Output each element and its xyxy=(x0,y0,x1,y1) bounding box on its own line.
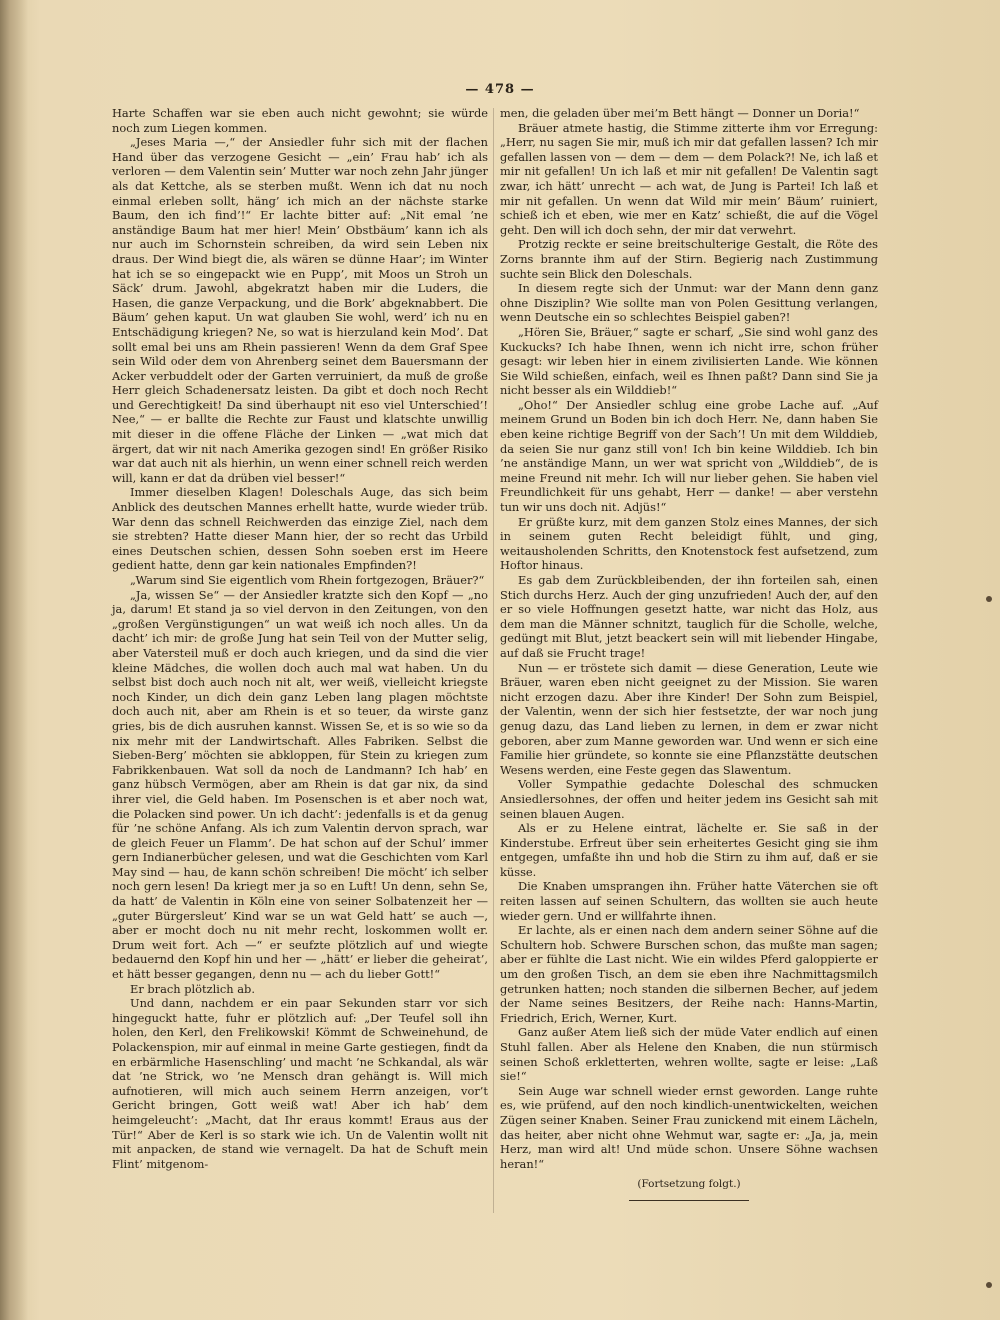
paragraph: „Hören Sie, Bräuer,“ sagte er scharf, „Sie sind wohl ganz des Kuckucks? Ich habe Ihnen, wenn ich nicht irre, schon früher gesagt: wir leben hier in einem zivilisierten Lande. Wie können Sie Wild schießen, einfach, weil es Ihnen paßt? Dann sind Sie ja nicht besser als ein Wilddieb!“ xyxy=(500,324,878,398)
end-rule xyxy=(629,1200,749,1201)
paragraph: „Jeses Maria —,“ der Ansiedler fuhr sich mit der flachen Hand über das verzogene Gesicht — „ein’ Frau hab’ ich als verloren — dem Valentin sein’ Mutter war noch zehn Jahr jünger als dat Kettche, als se sterben mußt. Wenn ich dat nu noch einmal erleben sollt, häng’ ich mich an der nächste starke Baum, den ich find’!“ Er lachte bitter auf: „Nit emal ’ne anständige Baum hat mer hier! Mein’ Obstbäum’ kann ich als nur auch im Schornstein schreiben, da wird sein Leben nix draus. Der Wind biegt die, als wären se dünne Haar’; im Winter hat ich se so eingepackt wie en Pupp’, mit Moos un Stroh un Säck’ drum. Jawohl, abgekratzt haben mir die Luders, die Hasen, die ganze Verpackung, und die Bork’ abgeknabbert. Die Bäum’ gehen kaput. Un wat glauben Sie wohl, werd’ ich nu en Entschädigung kriegen? Ne, so wat is hierzuland kein Mod’. Dat sollt emal bei uns am Rhein passieren! Wenn da dem Graf Spee sein Wild oder dem von Ahrenberg seinet dem Bauersmann der Acker verbuddelt oder der Garten verruiniert, da muß de große Herr gleich Schadenersatz leisten. Da gibt et doch noch Recht und Gerechtigkeit! Da sind überhaupt nit eso viel Unterschied’! Nee,“ — er ballte die Rechte zur Faust und klatschte unwillig mit dieser in die offene Fläche der Linken — „wat mich dat ärgert, dat wir nit nach Amerika gezogen sind! En größer Risiko war dat auch nit als hierhin, un wenn einer schnell reich werden will, kann er dat da drüben viel besser!“ xyxy=(112,135,488,485)
edge-mark xyxy=(986,1282,992,1288)
paragraph: Voller Sympathie gedachte Doleschal des schmucken Ansiedlersohnes, der offen und heiter jedem ins Gesicht sah mit seinen blauen Augen. xyxy=(500,777,878,821)
paragraph: Immer dieselben Klagen! Doleschals Auge, das sich beim Anblick des deutschen Mannes erhellt hatte, wurde wieder trüb. War denn das schnell Reichwerden das einzige Ziel, nach dem sie strebten? Hatte dieser Mann hier, der so recht das Urbild eines Deutschen schien, dessen Sohn soeben erst im Heere gedient hatte, denn gar kein nationales Empfinden?! xyxy=(112,485,488,573)
paragraph: Als er zu Helene eintrat, lächelte er. Sie saß in der Kinderstube. Erfreut über sein erheitertes Gesicht ging sie ihm entgegen, umfaßte ihn und hob die Stirn zu ihm auf, daß er sie küsse. xyxy=(500,821,878,879)
paragraph: Es gab dem Zurückbleibenden, der ihn forteilen sah, einen Stich durchs Herz. Auch der ging unzufrieden! Auch der, auf den er so viele Hoffnungen gesetzt hatte, war nicht das Holz, aus dem man die Männer schnitzt, tauglich für die Scholle, welche, gedüngt mit Blut, jetzt beackert sein will mit liebender Hingabe, auf daß sie Frucht trage! xyxy=(500,573,878,660)
paragraph: „Warum sind Sie eigentlich vom Rhein fortgezogen, Bräuer?“ xyxy=(130,573,485,587)
continued-note: (Fortsetzung folgt.) xyxy=(637,1178,741,1191)
column-divider xyxy=(493,108,494,1213)
edge-mark xyxy=(986,596,992,602)
binding-shadow xyxy=(0,0,28,1320)
page-number: — 478 — xyxy=(465,82,535,97)
paragraph: Die Knaben umsprangen ihn. Früher hatte Väterchen sie oft reiten lassen auf seinen Schultern, das wollten sie auch heute wieder gern. Und er willfahrte ihnen. xyxy=(500,879,878,923)
paragraph: Bräuer atmete hastig, die Stimme zitterte ihm vor Erregung: „Herr, nu sagen Sie mir, muß ich mir dat gefallen lassen? Ich mir gefallen lassen von — dem — dem — dem Polack?! Ne, ich laß et mir nit gefallen! Un ich laß et mir nit gefallen! De Valentin sagt zwar, ich hätt’ unrecht — ach wat, de Jung is Partei! Ich laß et mir nit gefallen. Un wenn dat Wild mir mein’ Bäum’ ruiniert, schieß ich et eben, wie mer en Katz’ schießt, die auf die Vögel geht. Den will ich doch sehn, der mir dat verwehrt. xyxy=(500,120,878,237)
right-column xyxy=(500,106,878,1201)
paragraph: men, die geladen über mei’m Bett hängt — Donner un Doria!“ xyxy=(500,106,860,120)
paragraph: „Oho!“ Der Ansiedler schlug eine grobe Lache auf. „Auf meinem Grund un Boden bin ich doch Herr. Ne, dann haben Sie eben keine richtige Begriff von der Sach’! Un mit dem Wilddieb, da seien Sie nur ganz still von! Ich bin keine Wilddieb. Ich bin ’ne anständige Mann, un wer wat spricht von „Wilddieb“, de is meine Freund nit mehr. Ich will nur lieber gehen. Sie haben viel Freundlichkeit für uns gehabt, Herr — danke! — aber verstehn tun wir uns doch nit. Adjüs!“ xyxy=(500,397,878,515)
paragraph: Nun — er tröstete sich damit — diese Generation, Leute wie Bräuer, waren eben nicht geeignet zu der Mission. Sie waren nicht erzogen dazu. Aber ihre Kinder! Der Sohn zum Beispiel, der Valentin, wenn der sich hier festsetzte, der war noch jung genug dazu, das Land lieben zu lernen, in dem er zwar nicht geboren, aber zum Manne geworden war. Und wenn er sich eine Familie hier gründete, so konnte sie eine Pflanzstätte deutschen Wesens werden, eine Feste gegen das Slawentum. xyxy=(500,660,878,777)
paragraph: In diesem regte sich der Unmut: war der Mann denn ganz ohne Disziplin? Wie sollte man von Polen Gesittung verlangen, wenn Deutsche ein so schlechtes Beispiel gaben?! xyxy=(500,281,878,325)
paragraph: Er brach plötzlich ab. xyxy=(130,981,255,996)
paragraph: „Ja, wissen Se“ — der Ansiedler kratzte sich den Kopf — „no ja, darum! Et stand ja so viel dervon in den Zeitungen, von den „großen Vergünstigungen“ un wat weiß ich noch alles. Un da dacht’ ich mir: de große Jung hat sein Teil von der Mutter selig, aber Vatersteil muß er doch auch kriegen, und da sind die vier kleine Mädches, die wollen doch auch mal wat haben. Un du selbst bist doch auch noch nit alt, wer weiß, vielleicht kriegste noch Kinder, un dich dein ganz Leben lang plagen möchtste doch auch nit, aber am Rhein is et so teuer, da wirste ganz gries, bis de dich ausruhen kannst. Wissen Se, et is so wie so da nix mehr mit der Landwirtschaft. Alles Fabriken. Selbst die Sieben-Berg’ möchten sie abkloppen, für Stein zu kriegen zum Fabrikkenbauen. Wat soll da noch de Landmann? Ich hab’ en ganz hübsch Vermögen, aber am Rhein is dat gar nix, da sind ihrer viel, die Geld haben. Im Posenschen is et aber noch wat, die Polacken sind power. Un ich dacht’: jedenfalls is et da genug für ’ne schöne Anfang. Als ich zum Valentin dervon sprach, war de gleich Feuer un Flamm’. De hat schon auf der Schul’ immer gern Indianerbücher gelesen, und wat die Geschichten vom Karl May sind — hau, de kann schön schreiben! Die möcht’ ich selber noch gern lesen! Da kriegt mer ja so en Luft! Un denn, sehn Se, da hatt’ de Valentin in Köln eine von seiner Solbatenzeit her — „guter Bürgersleut’ Kind war se un wat Geld hatt’ se auch —, aber er mocht doch nu nit mehr recht, loskommen wollt er. Drum weit fort. Ach —“ er seufzte plötzlich auf und wiegte bedauernd den Kopf hin und her — „hätt’ er lieber die geheirat’, et hätt besser gegangen, denn nu — ach du lieber Gott!“ xyxy=(112,587,488,982)
paragraph: Er grüßte kurz, mit dem ganzen Stolz eines Mannes, der sich in seinem guten Recht beleidigt fühlt, und ging, weitausholenden Schritts, den Knotenstock fest aufsetzend, zum Hoftor hinaus. xyxy=(500,514,878,573)
paragraph: Harte Schaffen war sie eben auch nicht gewohnt; sie würde noch zum Liegen kommen. xyxy=(112,106,488,135)
paragraph: Sein Auge war schnell wieder ernst geworden. Lange ruhte es, wie prüfend, auf den noch kindlich-unentwickelten, weichen Zügen seiner Knaben. Seiner Frau zunickend mit einem Lächeln, das heiter, aber nicht ohne Wehmut war, sagte er: „Ja, ja, mein Herz, man wird alt! Und müde schon. Unsere Söhne wachsen heran!“ xyxy=(500,1083,878,1171)
left-column xyxy=(112,106,488,1171)
paragraph: Protzig reckte er seine breitschulterige Gestalt, die Röte des Zorns brannte ihm auf der Stirn. Begierig nach Zustimmung suchte sein Blick den Doleschals. xyxy=(500,237,878,281)
paragraph: Und dann, nachdem er ein paar Sekunden starr vor sich hingeguckt hatte, fuhr er plötzlich auf: „Der Teufel soll ihn holen, den Kerl, den Frelikowski! Kömmt de Schweinehund, de Polackenspion, mir auf einmal in meine Garte gestiegen, findt da en erbärmliche Hasenschling’ und macht ’ne Schkandal, als wär dat ’ne Strick, wo ’ne Mensch dran gehängt is. Will mich aufnotieren, will mich auch seinem Herrn anzeigen, vor’t Gericht bringen, Gott weiß wat! Aber ich hab’ dem heimgeleucht’: „Macht, dat Ihr eraus kommt! Eraus aus der Tür!“ Aber de Kerl is so stark wie ich. Un de Valentin wollt nit mit anpacken, de stand wie vernagelt. Da hat de Schuft mein Flint’ mitgenom- xyxy=(112,996,488,1171)
paragraph: Er lachte, als er einen nach dem andern seiner Söhne auf die Schultern hob. Schwere Burschen schon, das mußte man sagen; aber er fühlte die Last nicht. Wie ein wildes Pferd galoppierte er um den großen Tisch, an dem sie eben ihre Nachmittagsmilch getrunken hatten; noch standen die silbernen Becher, auf jedem der Name seines Besitzers, der Reihe nach: Hanns-Martin, Friedrich, Erich, Werner, Kurt. xyxy=(500,923,878,1025)
paragraph: Ganz außer Atem ließ sich der müde Vater endlich auf einen Stuhl fallen. Aber als Helene den Knaben, die nun stürmisch seinen Schoß erkletterten, wehren wollte, sagte er leise: „Laß sie!“ xyxy=(500,1025,878,1084)
